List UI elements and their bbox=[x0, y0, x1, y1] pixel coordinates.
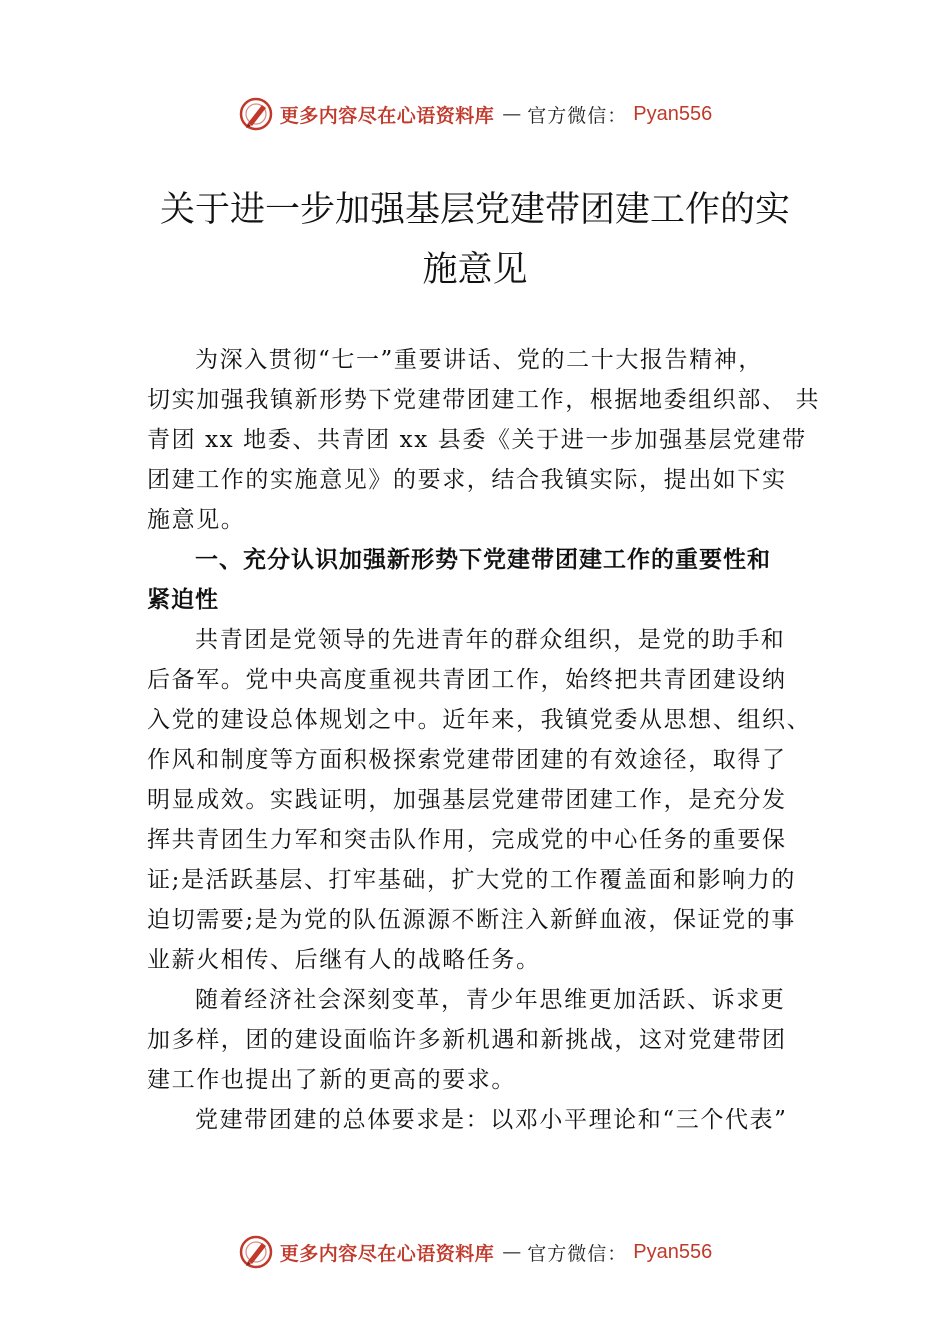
paragraph-2 bbox=[147, 980, 819, 1100]
para-line: 证;是活跃基层、打牢基础，扩大党的工作覆盖面和影响力的 bbox=[147, 867, 796, 893]
intro-line: 施意见。 bbox=[147, 507, 246, 533]
para-line: 建工作也提出了新的更高的要求。 bbox=[147, 1067, 516, 1093]
para-line: 迫切需要;是为党的队伍源源不断注入新鲜血液，保证党的事 bbox=[147, 907, 796, 933]
para-line: 共青团是党领导的先进青年的群众组织，是党的助手和 bbox=[195, 627, 786, 653]
watermark-wechat-id: Pyan556 bbox=[633, 102, 713, 125]
watermark-main-text: 更多内容尽在心语资料库 bbox=[279, 104, 495, 127]
intro-paragraph bbox=[147, 340, 819, 540]
watermark-wechat-label: 官方微信： bbox=[527, 104, 628, 127]
intro-line: 青团 xx 地委、共青团 xx 县委《关于进一步加强基层党建带 bbox=[147, 427, 807, 453]
para-line: 挥共青团生力军和突击队作用，完成党的中心任务的重要保 bbox=[147, 827, 787, 853]
title-line-1: 关于进一步加强基层党建带团建工作的实 bbox=[159, 190, 790, 230]
para-line: 业薪火相传、后继有人的战略任务。 bbox=[147, 947, 541, 973]
paragraph-3 bbox=[147, 1100, 819, 1140]
intro-line: 为深入贯彻“七一”重要讲话、党的二十大报告精神， bbox=[195, 347, 763, 373]
intro-line: 切实加强我镇新形势下党建带团建工作，根据地委组织部、 共 bbox=[147, 387, 821, 413]
para-line: 作风和制度等方面积极探索党建带团建的有效途径，取得了 bbox=[147, 747, 787, 773]
pen-logo-icon bbox=[238, 96, 274, 132]
para-line: 随着经济社会深刻变革，青少年思维更加活跃、诉求更 bbox=[195, 987, 786, 1013]
watermark-wechat-id: Pyan556 bbox=[633, 1240, 713, 1263]
document-body bbox=[147, 340, 819, 1140]
watermark-separator: — bbox=[502, 103, 522, 125]
para-line: 入党的建设总体规划之中。近年来，我镇党委从思想、组织、 bbox=[147, 707, 812, 733]
heading-line: 紧迫性 bbox=[147, 587, 219, 613]
pen-logo-icon bbox=[238, 1234, 274, 1270]
watermark-banner-bottom bbox=[0, 1232, 950, 1272]
section-1-heading bbox=[147, 540, 819, 620]
watermark-main-text: 更多内容尽在心语资料库 bbox=[279, 1242, 495, 1265]
watermark-separator: — bbox=[502, 1241, 522, 1263]
heading-line: 一、充分认识加强新形势下党建带团建工作的重要性和 bbox=[195, 547, 771, 573]
paragraph-1 bbox=[147, 620, 819, 980]
title-line-2: 施意见 bbox=[422, 250, 528, 290]
intro-line: 团建工作的实施意见》的要求，结合我镇实际，提出如下实 bbox=[147, 467, 787, 493]
watermark-wechat-label: 官方微信： bbox=[527, 1242, 628, 1265]
para-line: 后备军。党中央高度重视共青团工作，始终把共青团建设纳 bbox=[147, 667, 787, 693]
para-line: 明显成效。实践证明，加强基层党建带团建工作，是充分发 bbox=[147, 787, 787, 813]
para-line: 党建带团建的总体要求是：以邓小平理论和“三个代表” bbox=[195, 1107, 788, 1133]
para-line: 加多样，团的建设面临许多新机遇和新挑战，这对党建带团 bbox=[147, 1027, 787, 1053]
document-title bbox=[0, 180, 950, 300]
watermark-banner-top bbox=[0, 94, 950, 134]
